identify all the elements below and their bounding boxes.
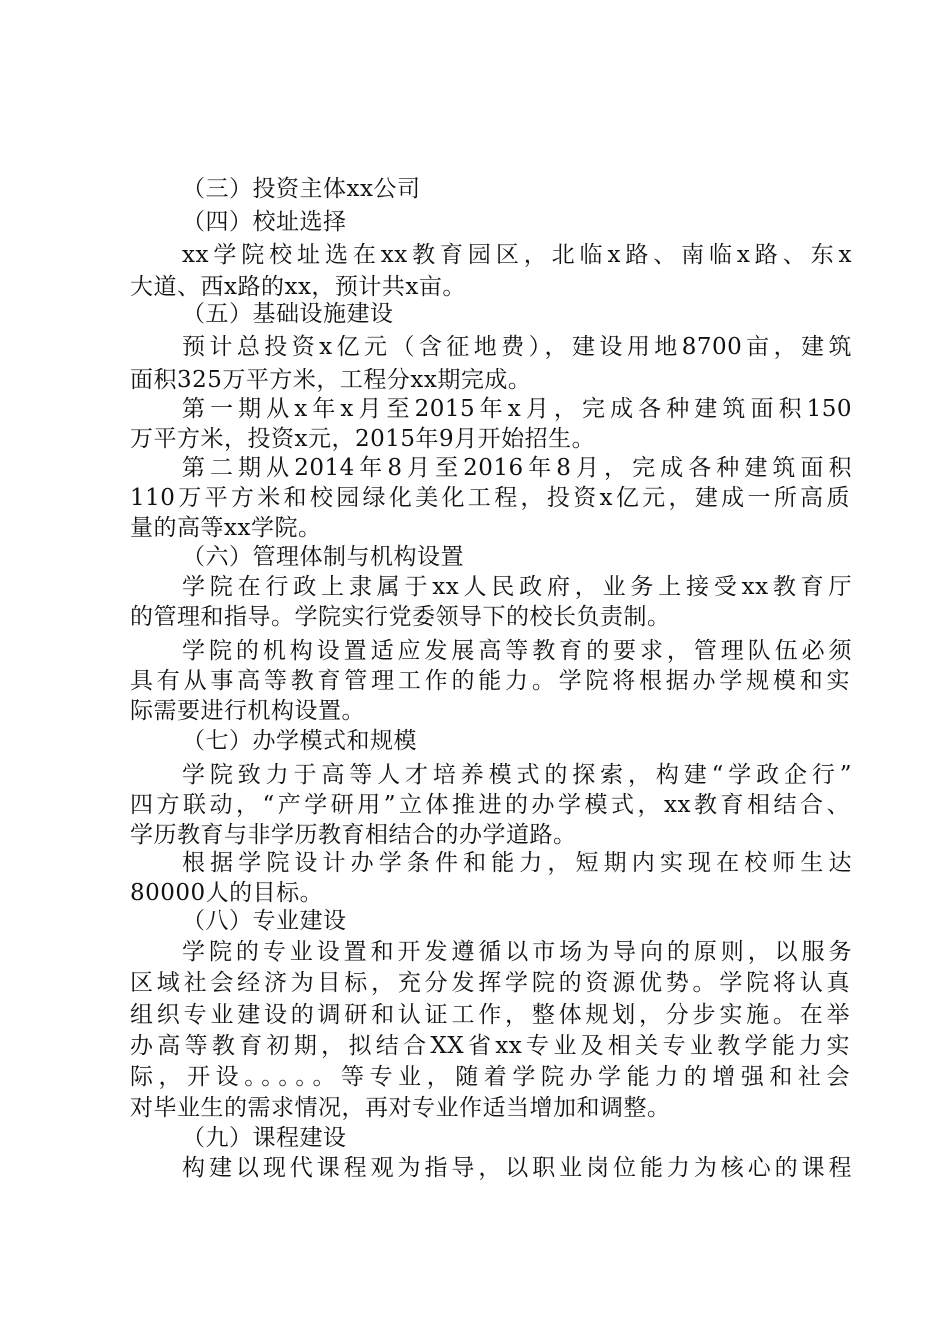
paragraph-line: 构建以现代课程观为指导，以职业岗位能力为核心的课程 [182,1155,852,1181]
paragraph-line: 量的高等xx学院。 [130,515,322,541]
paragraph-line: 80000人的目标。 [130,880,324,906]
paragraph-line: 学院在行政上隶属于xx人民政府，业务上接受xx教育厅 [182,574,852,600]
paragraph-line: 预计总投资x亿元（含征地费），建设用地8700亩，建筑 [182,334,852,360]
heading-school-model: （七）办学模式和规模 [182,728,417,754]
paragraph-line: 学院的机构设置适应发展高等教育的要求，管理队伍必须 [182,638,852,664]
paragraph-line: 具有从事高等教育管理工作的能力。学院将根据办学规模和实 [130,668,850,694]
paragraph-line: 大道、西x路的xx，预计共x亩。 [130,274,466,300]
paragraph-line: 组织专业建设的调研和认证工作，整体规划，分步实施。在举 [130,1002,850,1028]
heading-curriculum: （九）课程建设 [182,1125,347,1151]
paragraph-line: 面积325万平方米，工程分xx期完成。 [130,367,532,393]
paragraph-line: 根据学院设计办学条件和能力，短期内实现在校师生达 [182,850,852,876]
heading-majors: （八）专业建设 [182,908,347,934]
paragraph-line: 学院致力于高等人才培养模式的探索，构建“学政企行” [182,762,852,788]
heading-infrastructure: （五）基础设施建设 [182,301,394,327]
paragraph-line: 第二期从2014年8月至2016年8月，完成各种建筑面积 [182,455,852,481]
paragraph-line: xx学院校址选在xx教育园区，北临x路、南临x路、东x [182,242,852,268]
paragraph-line: 区域社会经济为目标，充分发挥学院的资源优势。学院将认真 [130,970,850,996]
paragraph-line: 110万平方米和校园绿化美化工程，投资x亿元，建成一所高质 [130,485,850,511]
paragraph-line: 学院的专业设置和开发遵循以市场为导向的原则，以服务 [182,939,852,965]
paragraph-line: 办高等教育初期，拟结合XX省xx专业及相关专业教学能力实 [130,1033,850,1059]
paragraph-line: 万平方米，投资x元，2015年9月开始招生。 [130,426,596,452]
paragraph-line: 对毕业生的需求情况，再对专业作适当增加和调整。 [130,1095,671,1121]
paragraph-line: 四方联动，“产学研用”立体推进的办学模式，xx教育相结合、 [130,792,850,818]
paragraph-line: 学历教育与非学历教育相结合的办学道路。 [130,822,577,848]
paragraph-line: 际需要进行机构设置。 [130,698,365,724]
heading-management: （六）管理体制与机构设置 [182,544,464,570]
paragraph-line: 际，开设。。。。。等专业，随着学院办学能力的增强和社会 [130,1064,850,1090]
heading-investor: （三）投资主体xx公司 [182,176,421,202]
paragraph-line: 第一期从x年x月至2015年x月，完成各种建筑面积150 [182,396,852,422]
paragraph-line: 的管理和指导。学院实行党委领导下的校长负责制。 [130,604,671,630]
heading-site-selection: （四）校址选择 [182,209,347,235]
